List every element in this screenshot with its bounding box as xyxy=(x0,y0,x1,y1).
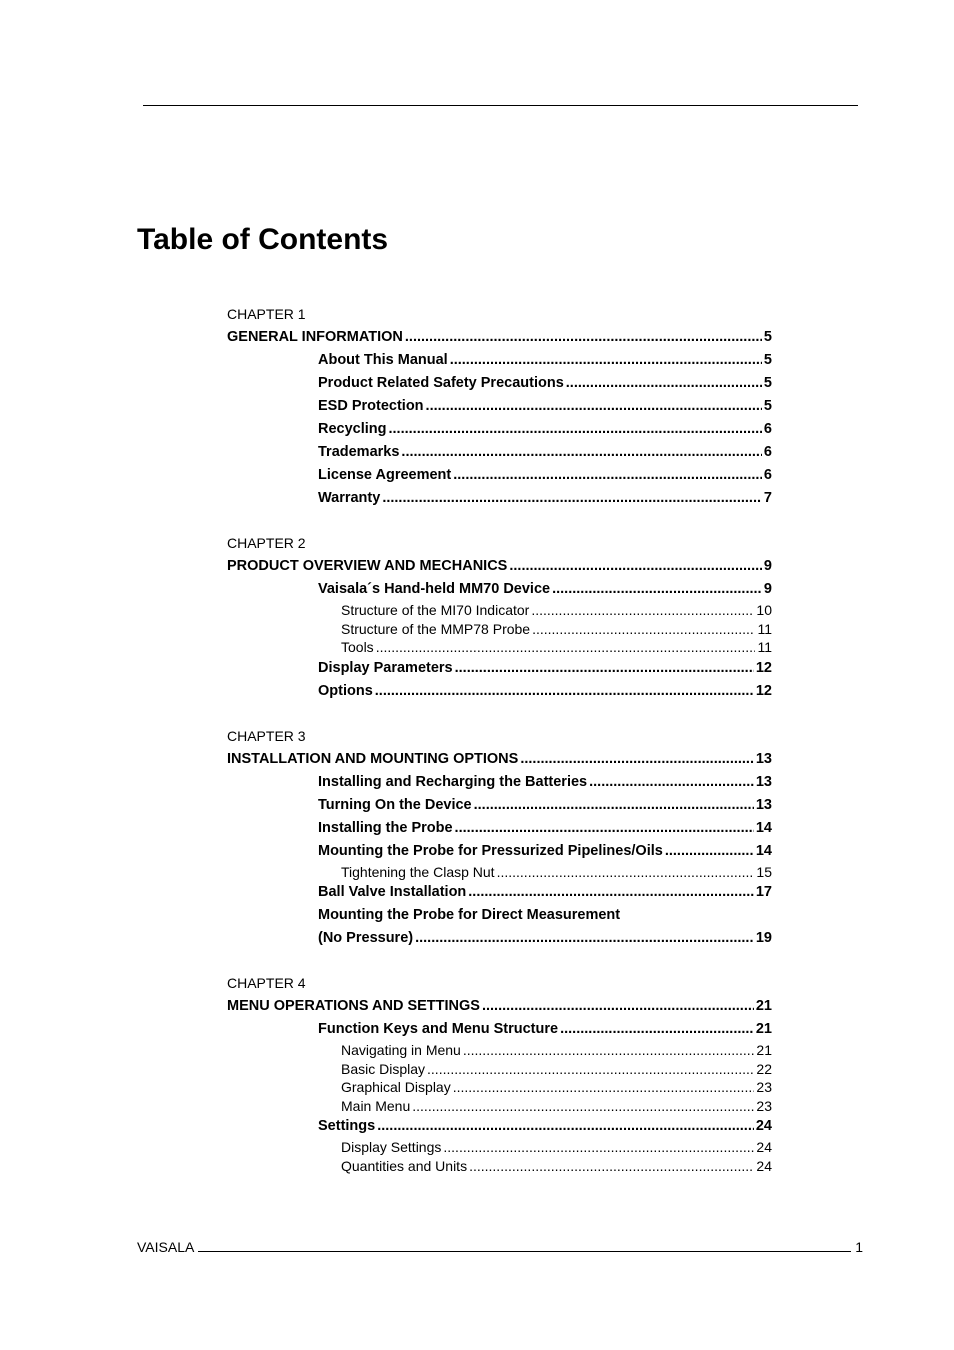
toc-entry-title: Settings xyxy=(318,1118,376,1134)
toc-entry-title: Mounting the Probe for Pressurized Pipelines/Oils xyxy=(318,842,663,859)
chapter-section xyxy=(227,303,772,510)
toc-entry[interactable] xyxy=(227,395,772,418)
toc-entry-page: 12 xyxy=(755,659,772,676)
toc-entry-page: 24 xyxy=(756,1157,772,1174)
toc-entry-page: 23 xyxy=(756,1097,772,1114)
toc-entry-title: Navigating in Menu xyxy=(341,1042,461,1058)
toc-entry-page: 6 xyxy=(763,421,772,437)
dot-leader xyxy=(450,349,762,372)
footer-brand: VAISALA xyxy=(137,1239,195,1255)
toc-entry-page: 21 xyxy=(755,998,772,1014)
toc-entry[interactable] xyxy=(227,995,772,1018)
toc-entry-title: Basic Display xyxy=(341,1060,426,1077)
header-rule xyxy=(143,105,858,106)
toc-entry-page: 6 xyxy=(763,444,772,460)
toc-entry[interactable] xyxy=(227,904,772,927)
toc-entry-title: Turning On the Device xyxy=(318,796,472,813)
chapter-label: CHAPTER 1 xyxy=(227,306,306,322)
toc-entry[interactable] xyxy=(227,601,772,620)
toc-entry-title: Tools xyxy=(341,639,374,655)
table-of-contents xyxy=(227,303,772,1197)
toc-entry-page: 5 xyxy=(763,398,772,414)
toc-entry[interactable] xyxy=(227,441,772,464)
dot-leader xyxy=(560,1018,754,1041)
toc-entry[interactable] xyxy=(227,881,772,904)
toc-entry-page: 11 xyxy=(757,620,772,637)
chapter-section xyxy=(227,725,772,951)
toc-entry-page: 23 xyxy=(756,1079,772,1095)
toc-entry-title: Trademarks xyxy=(318,444,400,460)
toc-entry-page: 7 xyxy=(763,490,772,506)
toc-entry-title: Installing the Probe xyxy=(318,819,453,836)
toc-entry[interactable] xyxy=(227,326,772,349)
toc-entry[interactable] xyxy=(227,372,772,395)
toc-entry-page: 17 xyxy=(755,884,772,900)
toc-entry[interactable] xyxy=(227,794,772,817)
toc-entry-title: Graphical Display xyxy=(341,1079,451,1095)
chapter-label: CHAPTER 4 xyxy=(227,975,306,991)
toc-entry[interactable] xyxy=(227,771,772,794)
toc-entry-title: License Agreement xyxy=(318,467,452,483)
toc-entry[interactable] xyxy=(227,1078,772,1097)
toc-entry[interactable] xyxy=(227,817,772,840)
toc-entry-title: Display Settings xyxy=(341,1139,442,1155)
toc-entry-page: 6 xyxy=(763,467,772,483)
toc-entry-title: Installing and Recharging the Batteries xyxy=(318,773,588,790)
chapter-label: CHAPTER 3 xyxy=(227,727,306,744)
toc-entry-title: INSTALLATION AND MOUNTING OPTIONS xyxy=(227,750,519,767)
toc-entry-page: 13 xyxy=(755,773,772,790)
toc-entry[interactable] xyxy=(227,349,772,372)
toc-entry-page: 21 xyxy=(756,1042,772,1058)
toc-entry-page: 9 xyxy=(763,558,772,574)
toc-entry-page: 22 xyxy=(756,1060,772,1077)
dot-leader xyxy=(532,620,755,639)
dot-leader xyxy=(468,881,754,904)
dot-leader xyxy=(469,1157,754,1176)
dot-leader xyxy=(482,995,754,1018)
dot-leader xyxy=(531,601,754,620)
toc-entry[interactable] xyxy=(227,418,772,441)
toc-entry[interactable] xyxy=(227,840,772,863)
chapter-section xyxy=(227,972,772,1175)
toc-entry-title: Structure of the MI70 Indicator xyxy=(341,602,530,618)
toc-entry[interactable] xyxy=(227,1060,772,1079)
toc-entry-page: 9 xyxy=(763,581,772,597)
toc-entry-title: Tightening the Clasp Nut xyxy=(341,863,495,880)
toc-entry-page: 14 xyxy=(755,819,772,836)
toc-entry-page: 24 xyxy=(755,1118,772,1134)
toc-entry[interactable] xyxy=(227,1115,772,1138)
toc-entry[interactable] xyxy=(227,464,772,487)
dot-leader xyxy=(412,1097,754,1116)
toc-entry[interactable] xyxy=(227,927,772,950)
dot-leader xyxy=(552,578,762,601)
dot-leader xyxy=(589,771,754,794)
dot-leader xyxy=(474,794,754,817)
toc-entry-title: Display Parameters xyxy=(318,659,453,676)
dot-leader xyxy=(389,418,762,441)
toc-entry-title: Recycling xyxy=(318,421,387,437)
toc-entry[interactable] xyxy=(227,1157,772,1176)
toc-entry-title: Vaisala´s Hand-held MM70 Device xyxy=(318,581,551,597)
toc-entry-title: Main Menu xyxy=(341,1097,411,1114)
toc-entry-title: MENU OPERATIONS AND SETTINGS xyxy=(227,998,480,1014)
toc-entry[interactable] xyxy=(227,748,772,771)
toc-entry-title: PRODUCT OVERVIEW AND MECHANICS xyxy=(227,558,508,574)
dot-leader xyxy=(375,680,754,703)
toc-entry[interactable] xyxy=(227,555,772,578)
dot-leader xyxy=(382,487,762,510)
toc-entry-title: Warranty xyxy=(318,490,381,506)
page-number: 1 xyxy=(855,1239,863,1255)
toc-entry-page: 14 xyxy=(755,842,772,859)
toc-entry[interactable] xyxy=(227,680,772,703)
dot-leader xyxy=(665,840,754,863)
page-title: Table of Contents xyxy=(137,223,389,256)
toc-entry-page: 15 xyxy=(756,863,772,880)
dot-leader xyxy=(401,441,762,464)
toc-entry[interactable] xyxy=(227,657,772,680)
toc-entry[interactable] xyxy=(227,638,772,657)
toc-entry-title: Mounting the Probe for Direct Measurement xyxy=(318,907,621,923)
dot-leader xyxy=(566,372,762,395)
page-footer xyxy=(137,1237,863,1255)
dot-leader xyxy=(497,863,755,882)
toc-entry-page: 13 xyxy=(755,796,772,813)
toc-entry-page: 11 xyxy=(757,639,772,655)
toc-entry-page: 21 xyxy=(755,1021,772,1037)
toc-entry-title: (No Pressure) xyxy=(318,930,414,946)
toc-entry[interactable] xyxy=(227,1138,772,1157)
toc-entry[interactable] xyxy=(227,1097,772,1116)
chapter-section xyxy=(227,532,772,703)
toc-entry-page: 5 xyxy=(763,329,772,345)
toc-entry-title: Quantities and Units xyxy=(341,1157,468,1174)
dot-leader xyxy=(426,395,762,418)
toc-entry-title: ESD Protection xyxy=(318,398,424,414)
toc-entry-page: 5 xyxy=(763,375,772,391)
toc-entry-title: About This Manual xyxy=(318,352,448,368)
toc-entry[interactable] xyxy=(227,1018,772,1041)
dot-leader xyxy=(455,657,754,680)
toc-entry-title: Function Keys and Menu Structure xyxy=(318,1021,559,1037)
toc-entry-title: Options xyxy=(318,682,373,699)
toc-entry-page: 13 xyxy=(755,750,772,767)
toc-entry-page: 24 xyxy=(756,1139,772,1155)
dot-leader xyxy=(520,748,754,771)
dot-leader xyxy=(376,638,756,657)
footer-rule xyxy=(198,1237,851,1252)
dot-leader xyxy=(463,1041,755,1060)
dot-leader xyxy=(453,1078,755,1097)
toc-entry-title: Structure of the MMP78 Probe xyxy=(341,620,531,637)
toc-entry-page: 12 xyxy=(755,682,772,699)
toc-entry-title: Product Related Safety Precautions xyxy=(318,375,564,391)
dot-leader xyxy=(509,555,762,578)
toc-entry-page: 5 xyxy=(763,352,772,368)
toc-entry-title: Ball Valve Installation xyxy=(318,884,467,900)
dot-leader xyxy=(415,927,754,950)
chapter-label: CHAPTER 2 xyxy=(227,535,306,551)
dot-leader xyxy=(377,1115,754,1138)
toc-entry-page: 10 xyxy=(756,602,772,618)
dot-leader xyxy=(453,464,762,487)
toc-entry[interactable] xyxy=(227,620,772,639)
dot-leader xyxy=(455,817,754,840)
toc-entry[interactable] xyxy=(227,487,772,510)
toc-entry[interactable] xyxy=(227,578,772,601)
dot-leader xyxy=(405,326,762,349)
dot-leader xyxy=(443,1138,754,1157)
toc-entry-title: GENERAL INFORMATION xyxy=(227,329,403,345)
toc-entry[interactable] xyxy=(227,1041,772,1060)
toc-entry-page: 19 xyxy=(755,930,772,946)
toc-entry[interactable] xyxy=(227,863,772,882)
dot-leader xyxy=(427,1060,754,1079)
